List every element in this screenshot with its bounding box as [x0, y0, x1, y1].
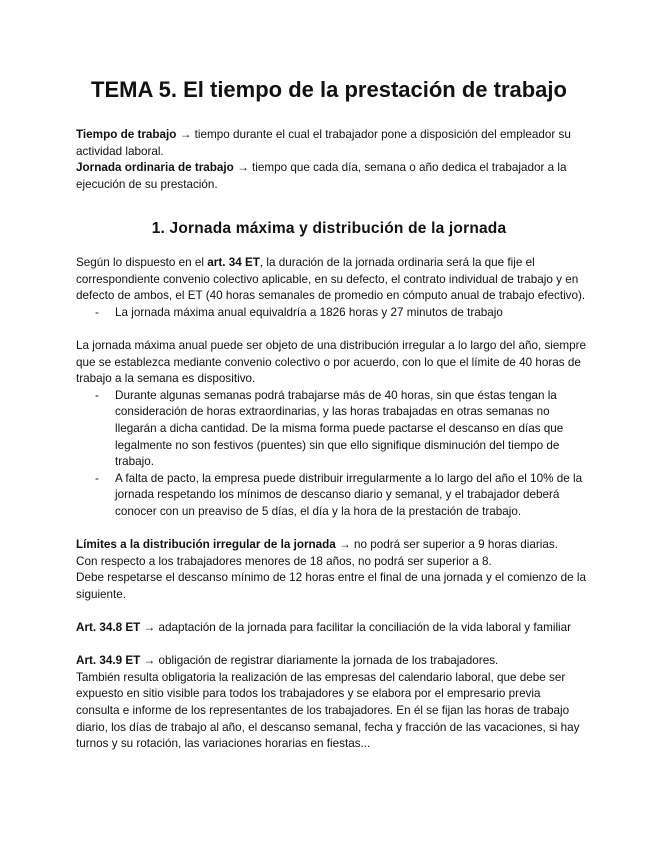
dash-bullet: - — [95, 471, 99, 485]
article-reference: art. 34 ET — [207, 256, 260, 269]
paragraph-text: adaptación de la jornada para facilitar la conciliación de la vida laboral y familiar — [158, 621, 572, 635]
paragraph-text: , la duración de la jornada ordinaria será la que fije el correspondiente convenio colectivo aplicable, en su defecto, el contrato individual de trabajo y en defecto de ambos, el ET (40 horas semanales de promedio en cómputo anual de trabajo efectivo). — [76, 256, 586, 303]
paragraph-text: obligación de registrar diariamente la jornada de los trabajadores. — [158, 654, 499, 668]
article-reference: Art. 34.8 ET — [76, 621, 141, 635]
dash-bullet: - — [95, 388, 99, 402]
list-item — [95, 305, 586, 322]
paragraph-art349 — [76, 653, 586, 670]
list-item — [95, 388, 586, 471]
paragraph-art34 — [76, 255, 586, 305]
arrow-glyph: → — [233, 161, 253, 175]
paragraph-text: Según lo dispuesto en el — [76, 256, 208, 269]
paragraph-art348 — [76, 620, 586, 637]
definition-jornada-ordinaria — [76, 160, 586, 193]
dash-list — [76, 305, 586, 322]
paragraph-calendar: También resulta obligatoria la realización de las empresas del calendario laboral, que debe ser expuesto en sitio visible para todos los trabajadores y se elabora por el empresario previa consulta e informe de los representantes de los trabajadores. En él se fijan las horas de trabajo diario, los días de trabajo al año, el descanso semanal, fecha y fracción de las vacaciones, si hay turnos y su rotación, las variaciones horarias en fiestas... — [76, 670, 580, 751]
definition-term: Jornada ordinaria de trabajo — [76, 161, 234, 175]
definition-tiempo-de-trabajo — [76, 127, 586, 160]
paragraph-minors: Con respecto a los trabajadores menores de 18 años, no podrá ser superior a 8. — [76, 554, 492, 568]
dash-list — [76, 388, 586, 521]
section-heading: 1. Jornada máxima y distribución de la jornada — [151, 220, 507, 237]
definition-text: tiempo durante el cual el trabajador pone a disposición del empleador su actividad laboral. — [76, 128, 571, 158]
arrow-glyph: → — [176, 128, 195, 141]
arrow-glyph: → — [140, 621, 159, 635]
list-item-text: La jornada máxima anual equivaldría a 1826 horas y 27 minutos de trabajo — [115, 305, 503, 319]
paragraph-text: no podrá ser superior a 9 horas diarias. — [353, 538, 558, 552]
list-item-text: Durante algunas semanas podrá trabajarse más de 40 horas, sin que éstas tengan la consideración de horas extraordinarias, y las horas trabajadas en otras semanas no llegarán a dicha cantidad. De la misma forma puede pactarse el descanso en días que legalmente no son festivos (puentes) sin que ello signifique disminución del tiempo de trabajo. — [115, 388, 564, 469]
article-reference: Art. 34.9 ET — [76, 654, 141, 668]
arrow-glyph: → — [335, 538, 354, 552]
paragraph-limits — [76, 537, 586, 554]
limits-term: Límites a la distribución irregular de la jornada — [76, 538, 336, 552]
definition-text: tiempo que cada día, semana o año dedica el trabajador a la ejecución de su prestación. — [76, 161, 567, 191]
arrow-glyph: → — [140, 654, 159, 668]
page-title: TEMA 5. El tiempo de la prestación de trabajo — [91, 77, 567, 102]
list-item — [95, 471, 586, 521]
definition-term: Tiempo de trabajo — [76, 128, 177, 141]
paragraph-distribution: La jornada máxima anual puede ser objeto de una distribución irregular a lo largo del año, siempre que se establezca mediante convenio colectivo o por acuerdo, con lo que el límite de 40 horas de trabajo a la semana es dispositivo. — [76, 338, 587, 386]
section-body — [76, 255, 586, 753]
definitions-block — [76, 127, 586, 193]
paragraph-rest: Debe respetarse el descanso mínimo de 12 horas entre el final de una jornada y el comienzo de la siguiente. — [76, 571, 587, 601]
dash-bullet: - — [95, 305, 99, 319]
list-item-text: A falta de pacto, la empresa puede distribuir irregularmente a lo largo del año el 10% de la jornada respetando los mínimos de descanso diario y semanal, y el trabajador deberá conocer con un preaviso de 5 días, el día y la hora de la prestación de trabajo. — [115, 471, 583, 518]
